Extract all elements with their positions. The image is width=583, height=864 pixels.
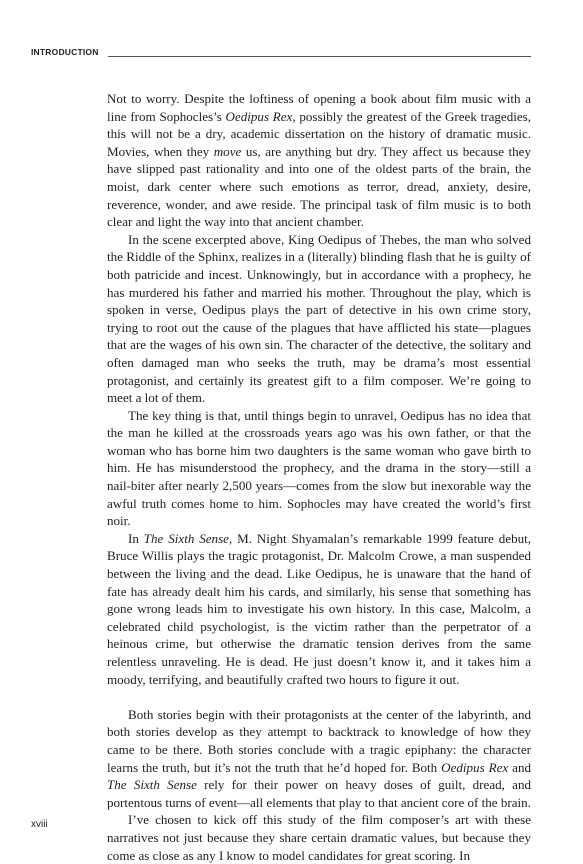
paragraph-4: In The Sixth Sense, M. Night Shyamalan’s remarkable 1999 feature debut, Bruce Willis plays the tragic protagonist, Dr. Malcolm Crowe, a man suspended between the living and the dead. Like Oedipus, he is unaware that the hand of fate has already dealt him his cards, and similarly, his sense that something has gone wrong leads him to investigate his own history. In this case, Malcolm, a celebrated child psychologist, is the victim rather than the perpetrator of a heinous crime, but otherwise the dramatic tension derives from the same relentless unraveling. He is dead. He just doesn’t know it, and it takes him a moody, terrifying, and beautifully crafted two hours to figure it out. (107, 530, 531, 687)
running-head: INTRODUCTION (31, 47, 99, 57)
paragraph-6: I’ve chosen to kick off this study of the film composer’s art with these narratives not just because they share certain dramatic values, but because they come as close as any I know to model candidates for great scoring. In (107, 812, 531, 863)
paragraph-3: The key thing is that, until things begin to unravel, Oedipus has no idea that the man he killed at the crossroads years ago was his own father, or that the woman who has borne him two daughters is the same woman who gave birth to him. He has misunderstood the prophecy, and the drama in the story—still a nail-biter after nearly 2,500 years—comes from the slow but inexorable way the awful truth comes home to him. Sophocles may have created the world’s first noir. (107, 407, 531, 529)
body-text (107, 90, 531, 864)
header-rule (108, 56, 531, 57)
paragraph-5: Both stories begin with their protagonists at the center of the labyrinth, and both stories develop as they attempt to backtrack to knowledge of how they came to be there. Both stories conclude with a tragic epiphany: the character learns the truth, but it’s not the truth that he’d hoped for. Both Oedipus Rex and The Sixth Sense rely for their power on heavy doses of guilt, dread, and portentous turns of event—all elements that play to that ancient core of the brain. (107, 706, 531, 810)
page-number: xviii (31, 819, 48, 830)
paragraph-2: In the scene excerpted above, King Oedipus of Thebes, the man who solved the Riddle of the Sphinx, realizes in a (literally) blinding flash that he is guilty of both patricide and incest. Unknowingly, but in accordance with a prophecy, he has murdered his father and married his mother. Throughout the play, which is spoken in verse, Oedipus plays the part of detective in his own crime story, trying to root out the cause of the plagues that have afflicted his state—plagues that are the wages of his own sin. The character of the detective, the solitary and often damaged man who seeks the truth, may be drama’s most essential protagonist, and certainly its greatest gift to a film composer. We’re going to meet a lot of them. (107, 231, 531, 406)
paragraph-1: Not to worry. Despite the loftiness of opening a book about film music with a line from Sophocles’s Oedipus Rex, possibly the greatest of the Greek tragedies, this will not be a dry, academic dissertation on the history of dramatic music. Movies, when they move us, are anything but dry. They affect us because they have slipped past rationality and into one of the oldest parts of the brain, the moist, dark center where such emotions as terror, dread, anxiety, desire, reverence, wonder, and awe reside. The principal task of film music is to both clear and light the way into that ancient chamber. (107, 91, 531, 230)
